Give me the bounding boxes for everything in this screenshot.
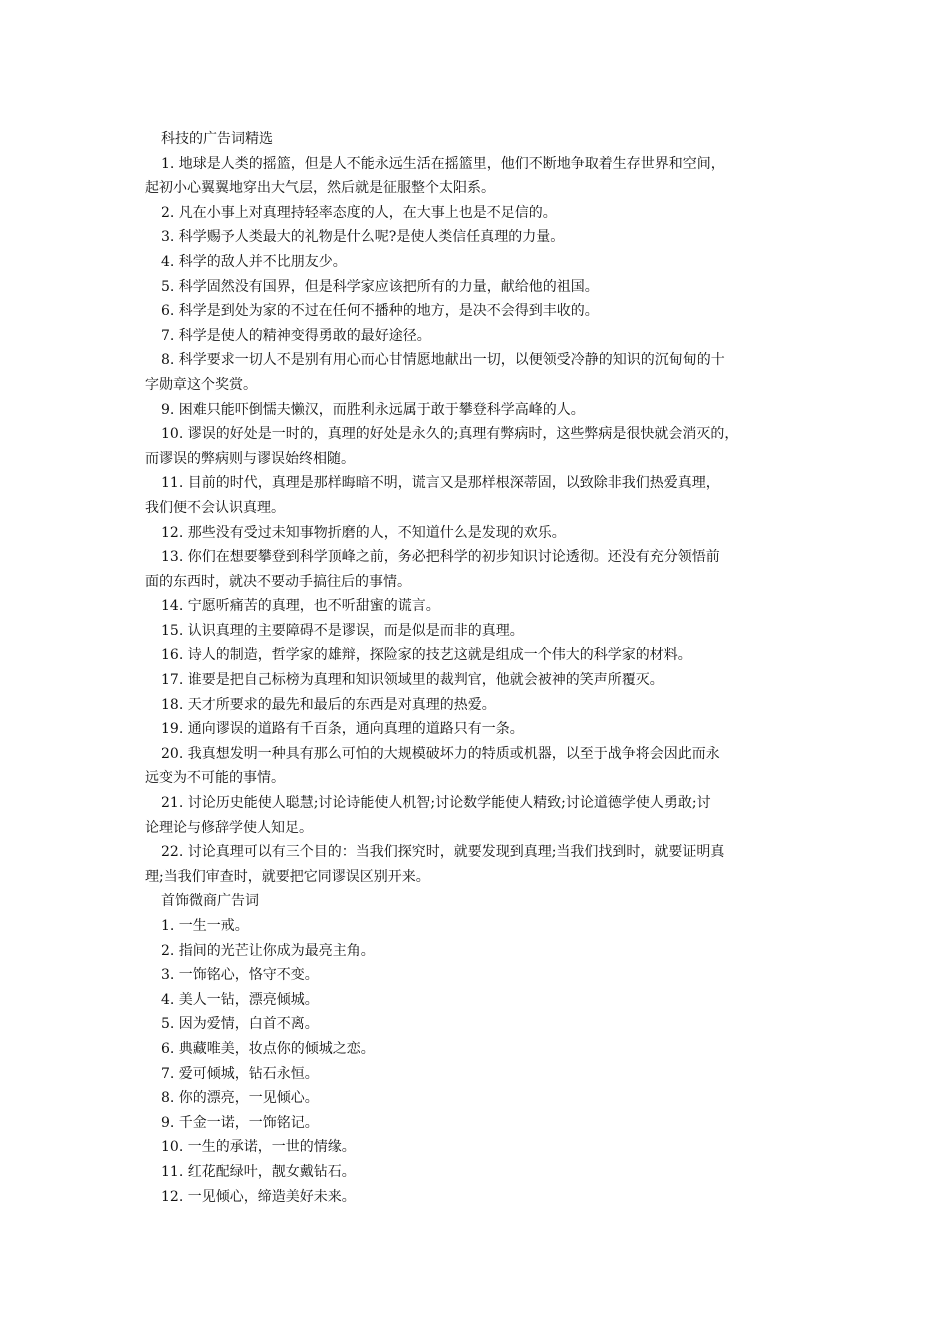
text-line: 10. 谬误的好处是一时的，真理的好处是永久的;真理有弊病时，这些弊病是很快就会消灭的， xyxy=(161,426,739,443)
text-line: 远变为不可能的事情。 xyxy=(145,770,285,787)
text-line: 11. 红花配绿叶，靓女戴钻石。 xyxy=(161,1163,356,1180)
text-line: 17. 谁要是把自己标榜为真理和知识领域里的裁判官，他就会被神的笑声所覆灭。 xyxy=(161,672,664,689)
text-line: 1. 地球是人类的摇篮，但是人不能永远生活在摇篮里，他们不断地争取着生存世界和空间， xyxy=(161,155,725,172)
text-line: 11. 目前的时代，真理是那样晦暗不明，谎言又是那样根深蒂固，以致除非我们热爱真理， xyxy=(161,475,720,492)
section-body xyxy=(145,152,815,890)
text-line: 9. 困难只能吓倒懦夫懒汉，而胜利永远属于敢于攀登科学高峰的人。 xyxy=(161,401,585,418)
text-line: 2. 凡在小事上对真理持轻率态度的人，在大事上也是不足信的。 xyxy=(161,204,557,221)
text-line: 22. 讨论真理可以有三个目的：当我们探究时，就要发现到真理;当我们找到时，就要证明真 xyxy=(161,844,725,861)
section-title: 科技的广告词精选 xyxy=(161,131,273,147)
text-line: 6. 科学是到处为家的不过在任何不播种的地方，是决不会得到丰收的。 xyxy=(161,303,599,320)
text-line: 21. 讨论历史能使人聪慧;讨论诗能使人机智;讨论数学能使人精致;讨论道德学使人勇敢;讨 xyxy=(161,795,711,812)
text-line: 20. 我真想发明一种具有那么可怕的大规模破坏力的特质或机器，以至于战争将会因此而永 xyxy=(161,745,720,762)
text-line: 6. 典藏唯美，妆点你的倾城之恋。 xyxy=(161,1040,375,1057)
text-line: 3. 科学赐予人类最大的礼物是什么呢?是使人类信任真理的力量。 xyxy=(161,229,565,246)
text-line: 面的东西时，就决不要动手搞往后的事情。 xyxy=(145,573,411,590)
section-body xyxy=(145,914,815,1209)
text-line: 16. 诗人的制造，哲学家的雄辩，探险家的技艺这就是组成一个伟大的科学家的材料。 xyxy=(161,647,692,664)
text-line: 5. 因为爱情，白首不离。 xyxy=(161,1016,319,1033)
text-line: 15. 认识真理的主要障碍不是谬误，而是似是而非的真理。 xyxy=(161,622,524,639)
text-line: 3. 一饰铭心，恪守不变。 xyxy=(161,967,319,984)
text-line: 论理论与修辞学使人知足。 xyxy=(145,819,313,836)
text-line: 字勋章这个奖赏。 xyxy=(145,376,257,393)
text-line: 起初小心翼翼地穿出大气层，然后就是征服整个太阳系。 xyxy=(145,180,495,197)
text-line: 18. 天才所要求的最先和最后的东西是对真理的热爱。 xyxy=(161,696,496,713)
text-line: 1. 一生一戒。 xyxy=(161,918,249,934)
text-line: 5. 科学固然没有国界，但是科学家应该把所有的力量，献给他的祖国。 xyxy=(161,278,599,295)
text-line: 4. 美人一钻，漂亮倾城。 xyxy=(161,991,319,1008)
text-line: 12. 一见倾心，缔造美好未来。 xyxy=(161,1188,356,1205)
text-line: 8. 科学要求一切人不是别有用心而心甘情愿地献出一切，以便领受冷静的知识的沉甸甸的十 xyxy=(161,352,725,369)
text-line: 7. 爱可倾城，钻石永恒。 xyxy=(161,1065,319,1082)
text-line: 13. 你们在想要攀登到科学顶峰之前，务必把科学的初步知识讨论透彻。还没有充分领悟前 xyxy=(161,549,720,566)
text-line: 我们便不会认识真理。 xyxy=(145,499,285,516)
text-line: 14. 宁愿听痛苦的真理，也不听甜蜜的谎言。 xyxy=(161,598,440,615)
section-title: 首饰微商广告词 xyxy=(161,893,259,910)
text-line: 理;当我们审查时，就要把它同谬误区别开来。 xyxy=(145,868,430,885)
text-line: 8. 你的漂亮，一见倾心。 xyxy=(161,1090,319,1107)
text-line: 而谬误的弊病则与谬误始终相随。 xyxy=(145,450,355,467)
text-line: 10. 一生的承诺，一世的情缘。 xyxy=(161,1139,356,1156)
text-line: 9. 千金一诺，一饰铭记。 xyxy=(161,1114,319,1131)
text-line: 2. 指间的光芒让你成为最亮主角。 xyxy=(161,942,375,959)
text-line: 12. 那些没有受过未知事物折磨的人，不知道什么是发现的欢乐。 xyxy=(161,524,566,541)
text-line: 7. 科学是使人的精神变得勇敢的最好途径。 xyxy=(161,327,431,344)
text-line: 4. 科学的敌人并不比朋友少。 xyxy=(161,253,347,270)
document-page xyxy=(145,127,815,1209)
text-line: 19. 通向谬误的道路有千百条，通向真理的道路只有一条。 xyxy=(161,721,524,738)
